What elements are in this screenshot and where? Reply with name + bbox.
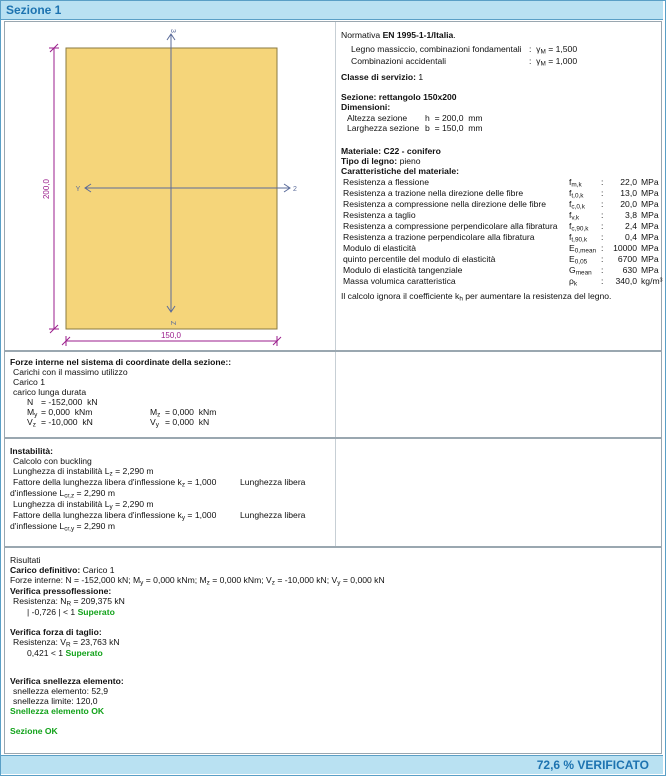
section-diagram bbox=[5, 22, 335, 350]
slenderness-element: snellezza elemento: 52,9 bbox=[13, 686, 109, 696]
material-row-colon: : bbox=[601, 254, 604, 264]
height-label: Altezza sezione bbox=[347, 113, 408, 123]
width-value: b = 150,0 mm bbox=[425, 123, 483, 133]
norm-line: Normativa EN 1995-1-1/Italia. bbox=[341, 30, 456, 40]
kh-note: Il calcolo ignora il coefficiente $k_h$ per aumentare la resistenza del legno. bbox=[341, 291, 612, 303]
shear-check-title: Verifica forza di taglio: bbox=[10, 627, 102, 637]
material-row-value: 10000 bbox=[613, 243, 637, 253]
results-panel bbox=[4, 547, 662, 754]
material-row-symbol: $G_{mean}$ bbox=[569, 265, 592, 277]
moment-my-value: = 0,000 kNm bbox=[41, 407, 93, 417]
material-row-colon: : bbox=[601, 188, 604, 198]
axis-label-y: Y bbox=[75, 186, 81, 193]
service-class: Classe di servizio: 1 bbox=[341, 72, 424, 82]
forces-title: Forze interne nel sistema di coordinate della sezione:: bbox=[10, 357, 232, 367]
material-row-colon: : bbox=[601, 177, 604, 187]
material-row-colon: : bbox=[601, 265, 604, 275]
axis-label-3: 3 bbox=[169, 29, 176, 33]
material-row-symbol: $f_{t,90,k}$ bbox=[569, 232, 588, 244]
material-row-name: Resistenza a taglio bbox=[343, 210, 416, 220]
final-forces: Forze interne: N = -152,000 kN; $M_y = 0,000$ kNm; $M_z = 0,000$ kNm; $V_z = -10,000$ kN; $V_y = 0,000$ kN bbox=[10, 575, 385, 587]
material-row-colon: : bbox=[601, 276, 604, 286]
final-load: Carico definitivo: Carico 1 bbox=[10, 565, 115, 575]
buckling-length-y: Lunghezza di instabilità $L_y = 2,290$ m bbox=[13, 499, 154, 511]
height-dimension-label: 200,0 bbox=[42, 178, 51, 200]
material-row-value: 3,8 bbox=[625, 210, 637, 220]
gamma-row-1-label: Legno massiccio, combinazioni fondamentali bbox=[351, 44, 522, 54]
force-n-value: = -152,000 kN bbox=[41, 397, 98, 407]
material-row-unit: MPa bbox=[641, 177, 659, 187]
moment-mz-value: = 0,000 kNm bbox=[165, 407, 217, 417]
buckling-factor-z: Fattore della lunghezza libera d'inflessione $k_z = 1,000$ bbox=[13, 477, 217, 489]
material-row-unit: MPa bbox=[641, 243, 659, 253]
force-n: N bbox=[27, 397, 34, 407]
material-row-symbol: $f_{t,0,k}$ bbox=[569, 188, 584, 200]
gamma-row-2-label: Combinazioni accidentali bbox=[351, 56, 447, 66]
width-label: Larghezza sezione bbox=[347, 123, 420, 133]
material-row-symbol: $f_{c,0,k}$ bbox=[569, 199, 585, 211]
moment-my: $M_y$ bbox=[27, 407, 38, 419]
material-row-name: Resistenza a compressione nella direzione delle fibre bbox=[343, 199, 547, 209]
forces-line-2: Carico 1 bbox=[13, 377, 45, 387]
slenderness-title: Verifica snellezza elemento: bbox=[10, 676, 124, 686]
column-divider bbox=[335, 352, 336, 437]
material-row-name: Massa volumica caratteristica bbox=[343, 276, 456, 286]
material-row-unit: MPa bbox=[641, 265, 659, 275]
axis-label-z: Z bbox=[169, 320, 176, 326]
critical-length-y: d'inflessione $L_{cr,y} = 2,290$ m bbox=[10, 521, 116, 533]
material-row-symbol: $E_{0,05}$ bbox=[569, 254, 588, 266]
shear-status: Superato bbox=[65, 648, 103, 658]
material-row-name: Resistenza a flessione bbox=[343, 177, 429, 187]
material-row-colon: : bbox=[601, 199, 604, 209]
instability-panel bbox=[4, 438, 662, 547]
material-row-name: Resistenza a trazione perpendicolare alla fibratura bbox=[343, 232, 535, 242]
instability-line-1: Calcolo con buckling bbox=[13, 456, 92, 466]
characteristics-heading: Caratteristiche del materiale: bbox=[341, 166, 459, 176]
material-row-colon: : bbox=[601, 221, 604, 231]
bending-check: | -0,726 | < 1 Superato bbox=[27, 607, 115, 617]
moment-mz: $M_z$ bbox=[150, 407, 161, 419]
material-row-value: 0,4 bbox=[625, 232, 637, 242]
gamma-row-1-value: : $\gamma_M = 1,500$ bbox=[529, 44, 578, 56]
material-row-symbol: $\rho_k$ bbox=[569, 276, 578, 288]
material-row-colon: : bbox=[601, 243, 604, 253]
section-type: Sezione: rettangolo 150x200 bbox=[341, 92, 457, 102]
free-length-label-z: Lunghezza libera bbox=[240, 477, 306, 487]
instability-title: Instabilità: bbox=[10, 446, 53, 456]
material: Materiale: C22 - conifero bbox=[341, 146, 441, 156]
shear-resistance: Resistenza: $V_R = 23,763$ kN bbox=[13, 637, 120, 649]
bending-status: Superato bbox=[77, 607, 115, 617]
material-row-unit: MPa bbox=[641, 199, 659, 209]
material-row-name: Modulo di elasticità tangenziale bbox=[343, 265, 463, 275]
shear-vz: $V_z$ bbox=[27, 417, 36, 429]
material-row-name: quinto percentile del modulo di elasticità bbox=[343, 254, 496, 264]
shear-vz-value: = -10,000 kN bbox=[41, 417, 93, 427]
results-title: Risultati bbox=[10, 555, 41, 565]
material-row-name: Resistenza a trazione nella direzione delle fibre bbox=[343, 188, 524, 198]
slenderness-limit: snellezza limite: 120,0 bbox=[13, 696, 98, 706]
shear-vy: $V_y$ bbox=[150, 417, 159, 429]
column-divider bbox=[335, 439, 336, 546]
bending-resistance: Resistenza: $N_R = 209,375$ kN bbox=[13, 596, 125, 608]
material-row-value: 22,0 bbox=[620, 177, 637, 187]
verification-status: 72,6 % VERIFICATO bbox=[1, 755, 663, 774]
material-row-value: 6700 bbox=[617, 254, 637, 264]
material-row-value: 2,4 bbox=[625, 221, 637, 231]
shear-vy-value: = 0,000 kN bbox=[165, 417, 210, 427]
slenderness-ok: Snellezza elemento OK bbox=[10, 706, 105, 716]
material-row-value: 20,0 bbox=[620, 199, 637, 209]
width-dimension-label: 150,0 bbox=[160, 331, 182, 340]
material-row-value: 630 bbox=[622, 265, 637, 275]
section-ok: Sezione OK bbox=[10, 726, 58, 736]
material-row-colon: : bbox=[601, 210, 604, 220]
forces-line-1: Carichi con il massimo utilizzo bbox=[13, 367, 128, 377]
material-row-name: Modulo di elasticità bbox=[343, 243, 417, 253]
height-value: h = 200,0 mm bbox=[425, 113, 483, 123]
material-row-unit: kg/m³ bbox=[641, 276, 663, 286]
material-row-unit: MPa bbox=[641, 232, 659, 242]
material-row-symbol: $E_{0,mean}$ bbox=[569, 243, 597, 255]
shear-check: 0,421 < 1 Superato bbox=[27, 648, 103, 658]
material-row-value: 13,0 bbox=[620, 188, 637, 198]
column-divider bbox=[335, 22, 336, 350]
buckling-length-z: Lunghezza di instabilità $L_z = 2,290$ m bbox=[13, 466, 154, 478]
wood-type: Tipo di legno: pieno bbox=[341, 156, 421, 166]
gamma-row-2-value: : $\gamma_M = 1,000$ bbox=[529, 56, 578, 68]
section-properties-panel bbox=[4, 21, 662, 351]
free-length-label-y: Lunghezza libera bbox=[240, 510, 306, 520]
axis-label-2: 2 bbox=[293, 186, 297, 193]
critical-length-z: d'inflessione $L_{cr,z} = 2,290$ m bbox=[10, 488, 116, 500]
material-row-name: Resistenza a compressione perpendicolare alla fibratura bbox=[343, 221, 558, 231]
internal-forces-panel bbox=[4, 351, 662, 438]
dimensions-heading: Dimensioni: bbox=[341, 102, 391, 112]
material-row-colon: : bbox=[601, 232, 604, 242]
buckling-factor-y: Fattore della lunghezza libera d'inflessione $k_y = 1,000$ bbox=[13, 510, 217, 522]
material-row-unit: MPa bbox=[641, 210, 659, 220]
material-row-value: 340,0 bbox=[615, 276, 637, 286]
forces-line-3: carico lunga durata bbox=[13, 387, 87, 397]
material-row-symbol: $f_{v,k}$ bbox=[569, 210, 580, 222]
material-row-unit: MPa bbox=[641, 221, 659, 231]
bending-check-title: Verifica pressoflessione: bbox=[10, 586, 112, 596]
section-title: Sezione 1 bbox=[1, 1, 663, 20]
material-row-unit: MPa bbox=[641, 254, 659, 264]
material-row-symbol: $f_{m,k}$ bbox=[569, 177, 582, 189]
material-row-unit: MPa bbox=[641, 188, 659, 198]
material-row-symbol: $f_{c,90,k}$ bbox=[569, 221, 589, 233]
